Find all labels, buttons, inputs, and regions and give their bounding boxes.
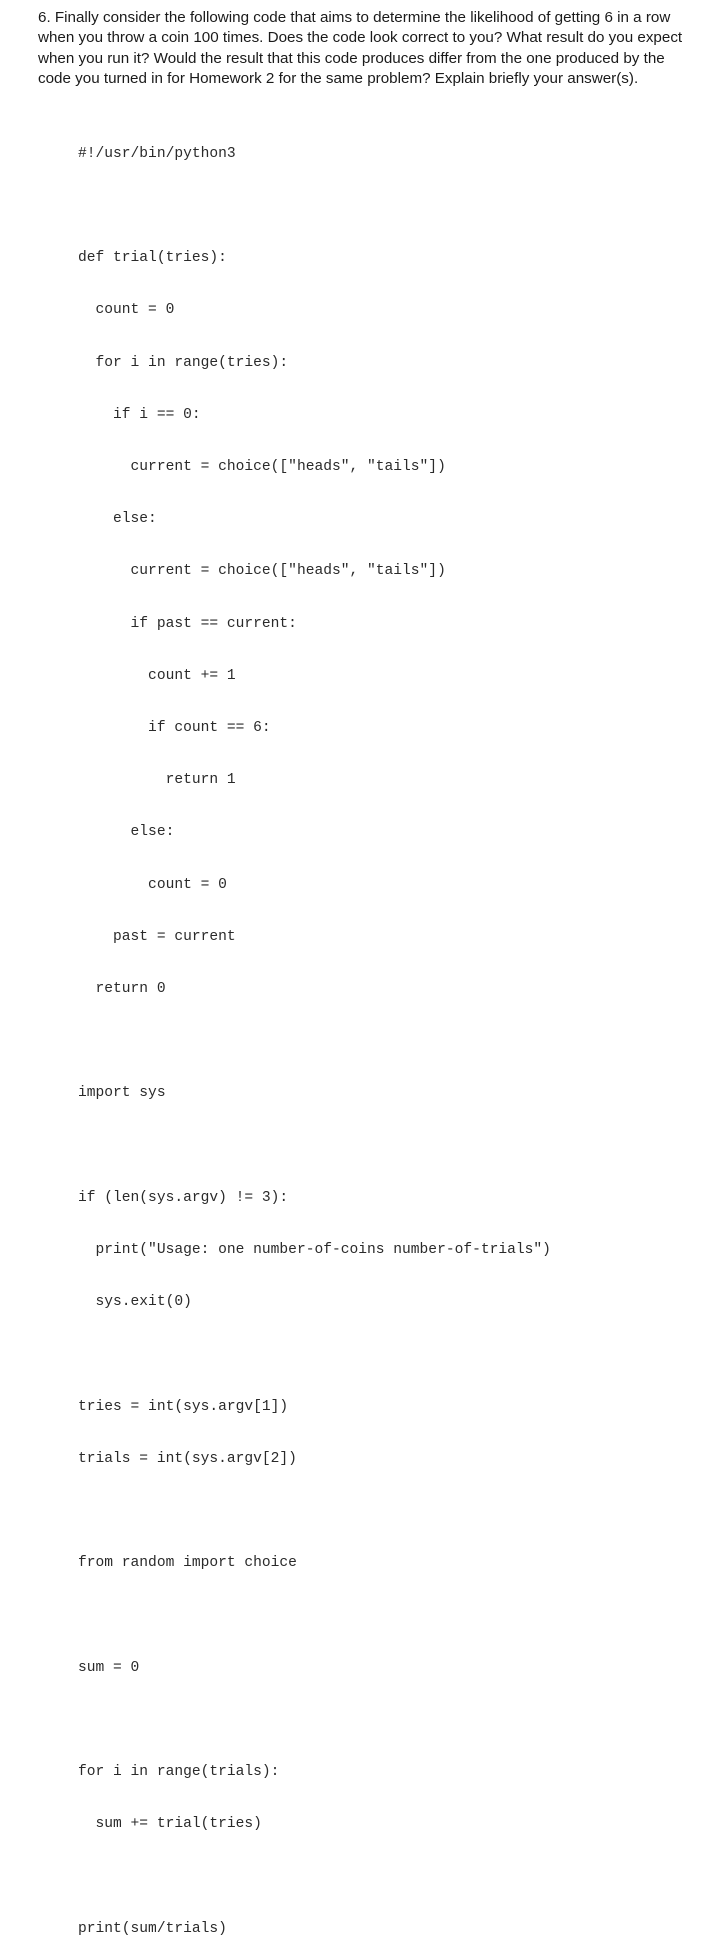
code-line: def trial(tries): (78, 250, 227, 267)
code-line: current = choice(["heads", "tails"]) (78, 459, 446, 476)
code-line: count = 0 (78, 302, 175, 319)
code-line: else: (78, 824, 175, 841)
code-line: if count == 6: (78, 720, 271, 737)
code-line: return 0 (78, 981, 166, 998)
code-line (78, 1033, 551, 1050)
code-line: sum = 0 (78, 1659, 140, 1676)
code-line: if i == 0: (78, 406, 201, 423)
code-line (78, 1608, 551, 1625)
code-line: return 1 (78, 772, 236, 789)
code-line (78, 1503, 551, 1520)
code-line (78, 1346, 551, 1363)
code-line (78, 1138, 551, 1155)
code-line (78, 1712, 551, 1729)
code-line: import sys (78, 1085, 166, 1102)
code-block (78, 111, 551, 1956)
code-line: if (len(sys.argv) != 3): (78, 1189, 289, 1206)
code-line: tries = int(sys.argv[1]) (78, 1398, 289, 1415)
code-line (78, 1869, 551, 1886)
question-text: 6. Finally consider the following code that aims to determine the likelihood of getting 6 in a row when you throw a coin 100 times. Does the code look correct to you? What result do you expect when you run it? Would the result that this code produces differ from the one produced by the code you turned in for Homework 2 for the same problem? Explain briefly your answer(s). (38, 9, 683, 87)
code-line: print("Usage: one number-of-coins number-of-trials") (78, 1242, 551, 1259)
code-line: sum += trial(tries) (78, 1816, 262, 1833)
code-line: current = choice(["heads", "tails"]) (78, 563, 446, 580)
code-line: else: (78, 511, 157, 528)
code-line: print(sum/trials) (78, 1920, 227, 1937)
code-line: past = current (78, 928, 236, 945)
code-line: sys.exit(0) (78, 1294, 192, 1311)
code-line: count = 0 (78, 876, 227, 893)
code-line: count += 1 (78, 667, 236, 684)
code-line (78, 198, 551, 215)
code-line: for i in range(tries): (78, 354, 289, 371)
code-line: for i in range(trials): (78, 1764, 280, 1781)
code-line: #!/usr/bin/python3 (78, 145, 236, 162)
code-line: from random import choice (78, 1555, 297, 1572)
code-line: trials = int(sys.argv[2]) (78, 1450, 297, 1467)
code-line: if past == current: (78, 615, 297, 632)
